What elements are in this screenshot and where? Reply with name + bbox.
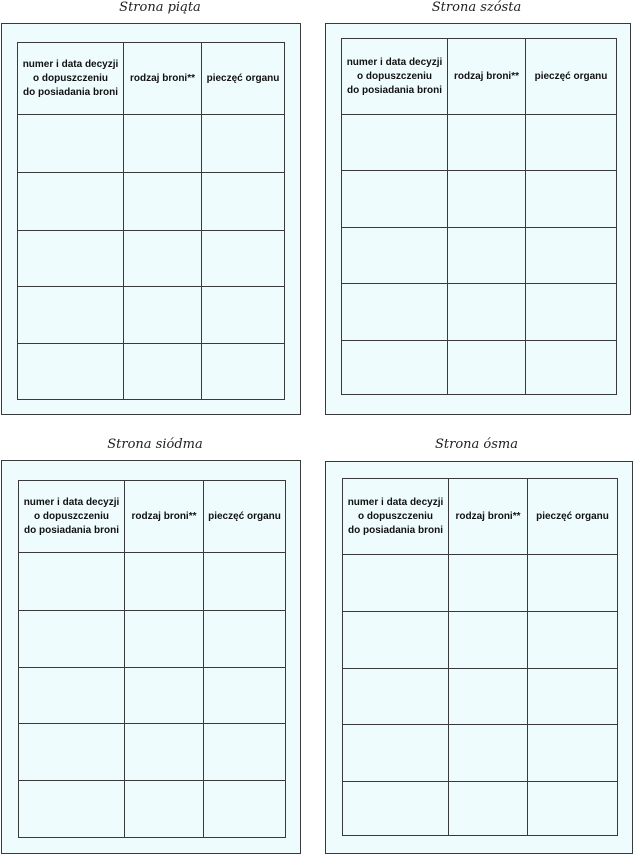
table-row xyxy=(343,725,618,782)
entry-cell[interactable] xyxy=(124,173,202,231)
table-row xyxy=(19,611,286,668)
entry-cell[interactable] xyxy=(18,344,124,400)
table-row xyxy=(18,115,285,173)
header-authority-stamp: pieczęć organu xyxy=(528,479,618,555)
entry-cell[interactable] xyxy=(202,115,285,173)
table-row xyxy=(19,553,286,611)
table-row xyxy=(342,341,617,395)
decision-table-5 xyxy=(17,42,285,400)
table-row xyxy=(18,173,285,231)
entry-cell[interactable] xyxy=(204,553,286,611)
entry-cell[interactable] xyxy=(343,725,449,782)
entry-cell[interactable] xyxy=(125,553,204,611)
header-decision-number: numer i data decyzji o dopuszczeniu do posiadania broni xyxy=(19,481,125,553)
entry-cell[interactable] xyxy=(343,669,449,725)
entry-cell[interactable] xyxy=(528,725,618,782)
entry-cell[interactable] xyxy=(448,171,526,228)
entry-cell[interactable] xyxy=(448,228,526,284)
entry-cell[interactable] xyxy=(526,228,617,284)
decision-table-6 xyxy=(341,38,617,395)
entry-cell[interactable] xyxy=(19,724,125,781)
entry-cell[interactable] xyxy=(125,781,204,838)
page-title-5: Strona piąta xyxy=(119,0,201,15)
entry-cell[interactable] xyxy=(448,115,526,171)
table-row xyxy=(19,668,286,724)
entry-cell[interactable] xyxy=(528,612,618,669)
entry-cell[interactable] xyxy=(528,555,618,612)
entry-cell[interactable] xyxy=(448,341,526,395)
entry-cell[interactable] xyxy=(19,611,125,668)
entry-cell[interactable] xyxy=(204,668,286,724)
entry-cell[interactable] xyxy=(449,725,528,782)
entry-cell[interactable] xyxy=(449,612,528,669)
entry-cell[interactable] xyxy=(18,173,124,231)
entry-cell[interactable] xyxy=(19,553,125,611)
header-weapon-type: rodzaj broni** xyxy=(125,481,204,553)
page-title-7: Strona siódma xyxy=(107,437,203,452)
header-authority-stamp: pieczęć organu xyxy=(204,481,286,553)
entry-cell[interactable] xyxy=(343,612,449,669)
page-title-6: Strona szósta xyxy=(431,0,522,15)
entry-cell[interactable] xyxy=(202,344,285,400)
table-row xyxy=(343,555,618,612)
entry-cell[interactable] xyxy=(449,669,528,725)
table-row xyxy=(342,228,617,284)
table-row xyxy=(343,782,618,836)
entry-cell[interactable] xyxy=(528,669,618,725)
entry-cell[interactable] xyxy=(342,284,448,341)
entry-cell[interactable] xyxy=(343,782,449,836)
entry-cell[interactable] xyxy=(202,231,285,287)
entry-cell[interactable] xyxy=(343,555,449,612)
decision-table-8 xyxy=(342,478,618,836)
entry-cell[interactable] xyxy=(449,555,528,612)
header-weapon-type: rodzaj broni** xyxy=(448,39,526,115)
entry-cell[interactable] xyxy=(526,284,617,341)
entry-cell[interactable] xyxy=(449,782,528,836)
entry-cell[interactable] xyxy=(125,668,204,724)
header-decision-number: numer i data decyzji o dopuszczeniu do posiadania broni xyxy=(18,43,124,115)
entry-cell[interactable] xyxy=(204,611,286,668)
table-row xyxy=(18,231,285,287)
table-row xyxy=(18,344,285,400)
entry-cell[interactable] xyxy=(526,341,617,395)
header-decision-number: numer i data decyzji o dopuszczeniu do posiadania broni xyxy=(343,479,449,555)
entry-cell[interactable] xyxy=(342,228,448,284)
table-row xyxy=(342,115,617,171)
entry-cell[interactable] xyxy=(19,781,125,838)
entry-cell[interactable] xyxy=(204,724,286,781)
entry-cell[interactable] xyxy=(18,287,124,344)
entry-cell[interactable] xyxy=(124,115,202,173)
table-row xyxy=(343,669,618,725)
entry-cell[interactable] xyxy=(342,341,448,395)
entry-cell[interactable] xyxy=(202,287,285,344)
header-authority-stamp: pieczęć organu xyxy=(202,43,285,115)
entry-cell[interactable] xyxy=(124,287,202,344)
table-row xyxy=(342,284,617,341)
table-row xyxy=(19,781,286,838)
header-authority-stamp: pieczęć organu xyxy=(526,39,617,115)
entry-cell[interactable] xyxy=(204,781,286,838)
entry-cell[interactable] xyxy=(18,115,124,173)
header-weapon-type: rodzaj broni** xyxy=(449,479,528,555)
entry-cell[interactable] xyxy=(125,611,204,668)
table-row xyxy=(18,287,285,344)
entry-cell[interactable] xyxy=(18,231,124,287)
entry-cell[interactable] xyxy=(124,344,202,400)
entry-cell[interactable] xyxy=(202,173,285,231)
table-row xyxy=(342,171,617,228)
entry-cell[interactable] xyxy=(125,724,204,781)
page-title-8: Strona ósma xyxy=(434,437,518,452)
header-weapon-type: rodzaj broni** xyxy=(124,43,202,115)
entry-cell[interactable] xyxy=(526,171,617,228)
table-row xyxy=(19,724,286,781)
table-row xyxy=(343,612,618,669)
entry-cell[interactable] xyxy=(342,171,448,228)
header-decision-number: numer i data decyzji o dopuszczeniu do posiadania broni xyxy=(342,39,448,115)
entry-cell[interactable] xyxy=(342,115,448,171)
entry-cell[interactable] xyxy=(526,115,617,171)
entry-cell[interactable] xyxy=(448,284,526,341)
entry-cell[interactable] xyxy=(124,231,202,287)
decision-table-7 xyxy=(18,480,286,838)
entry-cell[interactable] xyxy=(528,782,618,836)
entry-cell[interactable] xyxy=(19,668,125,724)
